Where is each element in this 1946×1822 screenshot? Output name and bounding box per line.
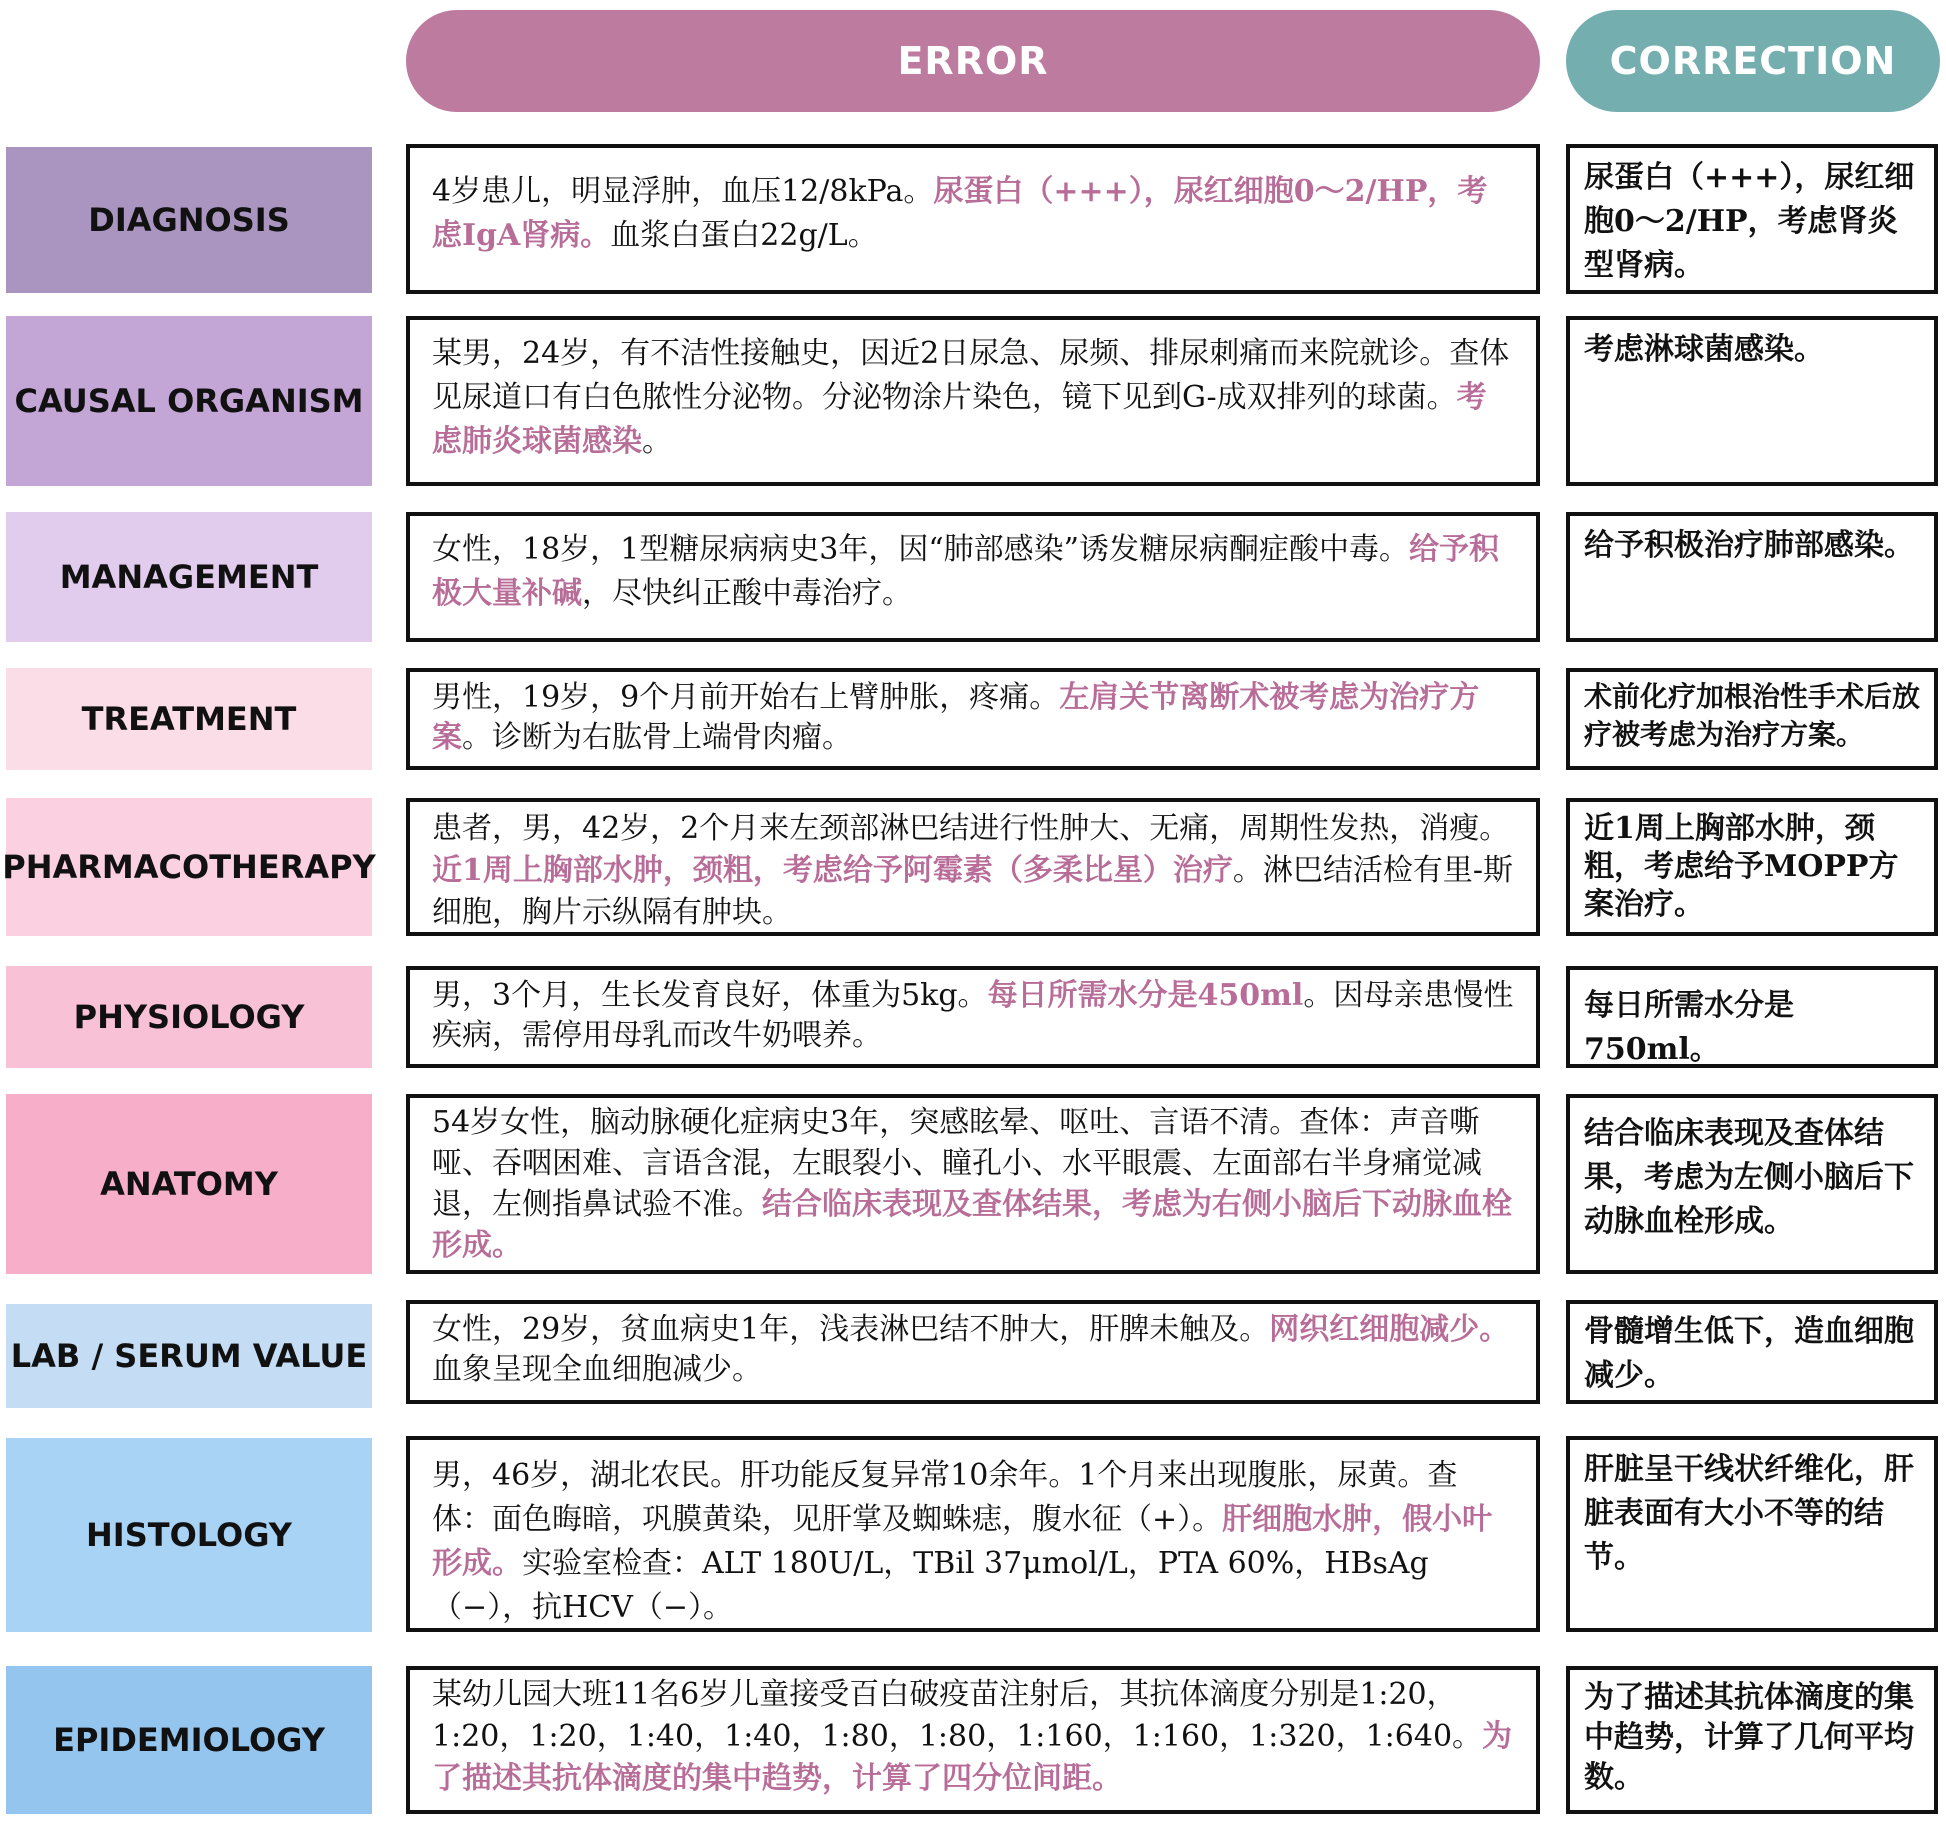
correction-column-header: CORRECTION [1566, 10, 1940, 112]
error-text: 患者，男，42岁，2个月来左颈部淋巴结进行性肿大、无痛，周期性发热，消瘦。 [432, 811, 1510, 846]
error-box-anatomy [406, 1094, 1540, 1274]
row-label-physiology: PHYSIOLOGY [6, 966, 372, 1068]
error-text-after: 。诊断为右肱骨上端骨肉瘤。 [462, 720, 852, 755]
correction-box-causal-organism: 考虑淋球菌感染。 [1566, 316, 1938, 486]
error-text-after: 血浆白蛋白22g/L。 [610, 218, 878, 253]
error-highlight: 结合临床表现及查体结果，考虑为右侧小脑后下动脉血栓形成。 [432, 1187, 1512, 1263]
error-highlight: 为了描述其抗体滴度的集中趋势，计算了四分位间距。 [432, 1719, 1513, 1796]
error-text: 4岁患儿，明显浮肿，血压12/8kPa。 [432, 174, 934, 209]
row-label-management: MANAGEMENT [6, 512, 372, 642]
error-box-causal-organism [406, 316, 1540, 486]
error-text: 女性，29岁，贫血病史1年，浅表淋巴结不肿大，肝脾未触及。 [432, 1312, 1270, 1347]
row-label-histology: HISTOLOGY [6, 1438, 372, 1632]
error-text: 男性，19岁，9个月前开始右上臂肿胀，疼痛。 [432, 680, 1060, 715]
error-box-management [406, 512, 1540, 642]
correction-box-histology: 肝脏呈干线状纤维化，肝脏表面有大小不等的结节。 [1566, 1436, 1938, 1632]
error-text: 某男，24岁，有不洁性接触史，因近2日尿急、尿频、排尿刺痛而来院就诊。查体见尿道口有白色脓性分泌物。分泌物涂片染色，镜下见到G-成双排列的球菌。 [432, 336, 1510, 415]
error-text-after: 实验室检查：ALT 180U/L，TBil 37μmol/L，PTA 60%，HBsAg（−），抗HCV（−）。 [432, 1546, 1429, 1625]
error-text-after: ，尽快纠正酸中毒治疗。 [582, 576, 912, 611]
error-highlight: 每日所需水分是450ml [987, 978, 1304, 1013]
error-box-histology [406, 1436, 1540, 1632]
error-text-after: 。淋巴结活检有里-斯细胞，胸片示纵隔有肿块。 [432, 853, 1514, 930]
error-box-lab-serum-value [406, 1300, 1540, 1404]
error-highlight: 近1周上胸部水肿，颈粗，考虑给予阿霉素（多柔比星）治疗 [432, 853, 1233, 888]
error-text: 女性，18岁，1型糖尿病病史3年，因“肺部感染”诱发糖尿病酮症酸中毒。 [432, 532, 1410, 567]
error-box-pharmacotherapy [406, 798, 1540, 936]
correction-box-physiology: 每日所需水分是750ml。 [1566, 966, 1938, 1068]
error-highlight: 给予积极大量补碱 [432, 532, 1500, 611]
row-label-anatomy: ANATOMY [6, 1094, 372, 1274]
error-text: 54岁女性，脑动脉硬化症病史3年，突感眩晕、呕吐、言语不清。查体：声音嘶哑、吞咽困难、言语含混，左眼裂小、瞳孔小、水平眼震、左面部右半身痛觉减退，左侧指鼻试验不准。 [432, 1105, 1482, 1222]
correction-box-treatment: 术前化疗加根治性手术后放疗被考虑为治疗方案。 [1566, 668, 1938, 770]
correction-box-anatomy: 结合临床表现及查体结果，考虑为左侧小脑后下动脉血栓形成。 [1566, 1094, 1938, 1274]
error-text-after: 。 [642, 424, 672, 459]
error-highlight: 肝细胞水肿，假小叶形成。 [432, 1502, 1493, 1581]
row-label-epidemiology: EPIDEMIOLOGY [6, 1666, 372, 1814]
error-text-after: 血象呈现全血细胞减少。 [432, 1352, 762, 1387]
correction-box-pharmacotherapy: 近1周上胸部水肿，颈粗，考虑给予MOPP方案治疗。 [1566, 798, 1938, 936]
error-box-diagnosis [406, 144, 1540, 294]
error-column-header: ERROR [406, 10, 1540, 112]
error-highlight: 尿蛋白（+++），尿红细胞0～2/HP，考虑IgA肾病。 [432, 174, 1488, 253]
error-highlight: 网织红细胞减少。 [1269, 1312, 1510, 1347]
error-highlight: 考虑肺炎球菌感染 [432, 380, 1487, 459]
error-box-physiology [406, 966, 1540, 1068]
row-label-treatment: TREATMENT [6, 668, 372, 770]
error-box-treatment [406, 668, 1540, 770]
error-text: 某幼儿园大班11名6岁儿童接受百白破疫苗注射后，其抗体滴度分别是1:20，1:20，1:20，1:40，1:40，1:80，1:80，1:160，1:160，1:320，1:640。 [432, 1677, 1483, 1754]
row-label-diagnosis: DIAGNOSIS [6, 147, 372, 293]
error-box-epidemiology [406, 1666, 1540, 1814]
error-text: 男，46岁，湖北农民。肝功能反复异常10余年。1个月来出现腹胀，尿黄。查体：面色晦暗，巩膜黄染，见肝掌及蜘蛛痣，腹水征（+）。 [432, 1458, 1458, 1537]
error-text: 男，3个月，生长发育良好，体重为5kg。 [432, 978, 988, 1013]
row-label-lab-serum-value: LAB / SERUM VALUE [6, 1304, 372, 1408]
correction-box-epidemiology: 为了描述其抗体滴度的集中趋势，计算了几何平均数。 [1566, 1666, 1938, 1814]
correction-box-management: 给予积极治疗肺部感染。 [1566, 512, 1938, 642]
correction-box-lab-serum-value: 骨髓增生低下，造血细胞减少。 [1566, 1300, 1938, 1404]
row-label-causal-organism: CAUSAL ORGANISM [6, 316, 372, 486]
row-label-pharmacotherapy: PHARMACOTHERAPY [6, 798, 372, 936]
correction-box-diagnosis: 尿蛋白（+++），尿红细胞0～2/HP，考虑肾炎型肾病。 [1566, 144, 1938, 294]
error-text-after: 。因母亲患慢性疾病，需停用母乳而改牛奶喂养。 [432, 978, 1514, 1053]
error-highlight: 左肩关节离断术被考虑为治疗方案 [432, 680, 1480, 755]
